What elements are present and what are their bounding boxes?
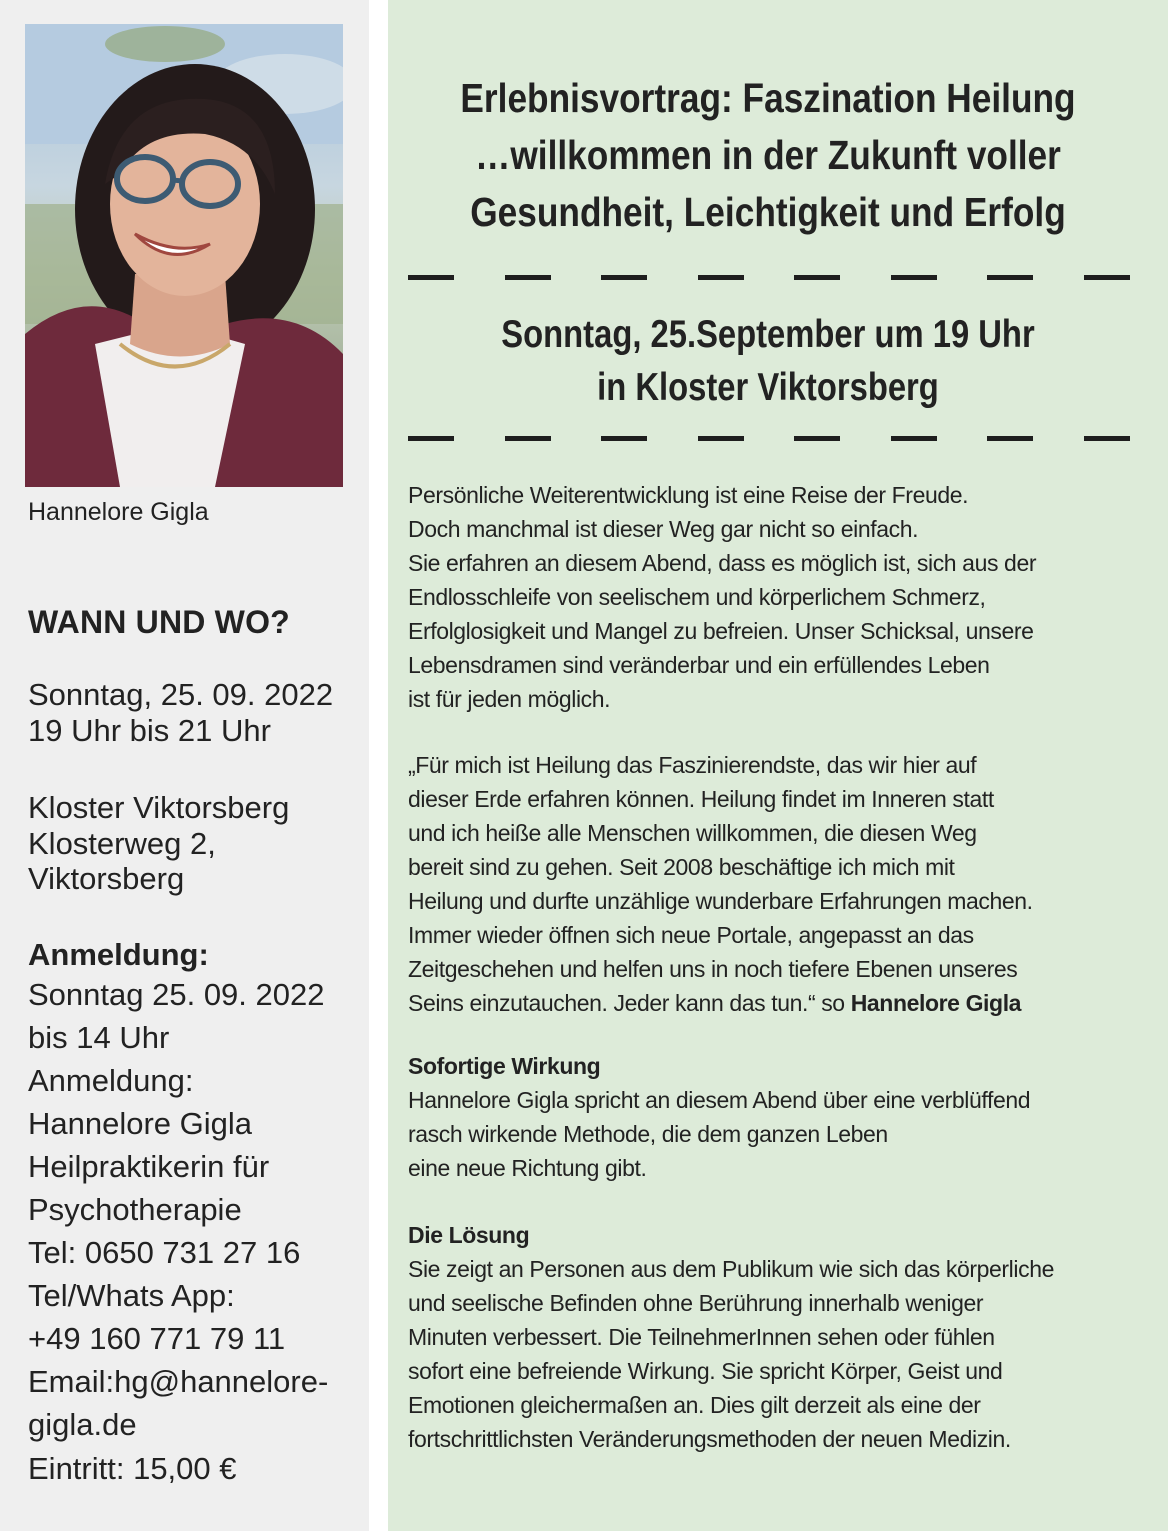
registration-line: Anmeldung:	[28, 1062, 194, 1098]
location-name: Kloster Viktorsberg	[28, 790, 290, 825]
registration-line: bis 14 Uhr	[28, 1019, 170, 1055]
page-title	[441, 70, 1095, 241]
text-line: Endlosschleife von seelischem und körperlichem Schmerz,	[408, 584, 986, 610]
event-announcement	[449, 308, 1087, 414]
dashed-divider	[408, 436, 1130, 441]
text-line: Erfolglosigkeit und Mangel zu befreien. Unser Schicksal, unsere	[408, 618, 1034, 644]
text-line: eine neue Richtung gibt.	[408, 1155, 647, 1181]
text-line: Lebensdramen sind veränderbar und ein erfüllendes Leben	[408, 652, 990, 678]
text-line: dieser Erde erfahren können. Heilung findet im Inneren statt	[408, 786, 994, 812]
intro-paragraph	[408, 478, 1148, 716]
section-immediate-effect	[408, 1049, 1148, 1185]
quote-paragraph	[408, 748, 1148, 1020]
text-line: Persönliche Weiterentwicklung ist eine Reise der Freude.	[408, 482, 969, 508]
photo-caption: Hannelore Gigla	[28, 498, 209, 526]
event-location	[28, 790, 289, 897]
title-line: Gesundheit, Leichtigkeit und Erfolg	[470, 189, 1066, 235]
title-line: …willkommen in der Zukunft voller	[475, 132, 1061, 178]
portrait-illustration	[25, 24, 343, 487]
text-line: rasch wirkende Methode, die dem ganzen Leben	[408, 1121, 888, 1147]
portrait-photo	[25, 24, 343, 487]
text-line: Immer wieder öffnen sich neue Portale, angepasst an das	[408, 922, 974, 948]
text-line: und ich heiße alle Menschen willkommen, die diesen Weg	[408, 820, 977, 846]
title-line: Erlebnisvortrag: Faszination Heilung	[460, 75, 1076, 121]
text-line: Hannelore Gigla spricht an diesem Abend über eine verblüffend	[408, 1087, 1031, 1113]
text-line: fortschrittlichsten Veränderungsmethoden der neuen Medizin.	[408, 1426, 1011, 1452]
event-date-line: Sonntag, 25.September um 19 Uhr	[501, 313, 1035, 356]
registration-line: Psychotherapie	[28, 1192, 242, 1228]
dashed-divider	[408, 275, 1130, 280]
registration-line: Heilpraktikerin für	[28, 1148, 270, 1184]
email-line: gigla.de	[28, 1407, 137, 1443]
text-line	[408, 986, 1148, 1020]
text-line: „Für mich ist Heilung das Faszinierendste, das wir hier auf	[408, 752, 977, 778]
event-place-line: in Kloster Viktorsberg	[597, 366, 939, 409]
registration-line: Sonntag 25. 09. 2022	[28, 976, 325, 1012]
event-hours: 19 Uhr bis 21 Uhr	[28, 712, 271, 748]
phone-number: Tel: 0650 731 27 16	[28, 1235, 301, 1271]
section-solution	[408, 1218, 1148, 1456]
text-line: und seelische Befinden ohne Berührung innerhalb weniger	[408, 1290, 984, 1316]
text-line: Minuten verbessert. Die TeilnehmerInnen sehen oder fühlen	[408, 1324, 995, 1350]
section-heading: Die Lösung	[408, 1222, 530, 1248]
registration-block	[28, 937, 328, 1490]
text-line: Heilung und durfte unzählige wunderbare Erfahrungen machen.	[408, 888, 1033, 914]
registration-line: Hannelore Gigla	[28, 1105, 253, 1141]
text-line: Doch manchmal ist dieser Weg gar nicht so einfach.	[408, 516, 919, 542]
text-line: ist für jeden möglich.	[408, 686, 611, 712]
whatsapp-number: +49 160 771 79 11	[28, 1321, 286, 1357]
text-line: Zeitgeschehen und helfen uns in noch tiefere Ebenen unseres	[408, 956, 1018, 982]
text-line: Sie erfahren an diesem Abend, dass es möglich ist, sich aus der	[408, 550, 1037, 576]
location-town: Viktorsberg	[28, 861, 185, 897]
section-heading: Sofortige Wirkung	[408, 1053, 601, 1079]
when-where-heading: WANN UND WO?	[28, 604, 290, 640]
text-line: Sie zeigt an Personen aus dem Publikum wie sich das körperliche	[408, 1256, 1054, 1282]
event-date: Sonntag, 25. 09. 2022	[28, 677, 334, 712]
location-street: Klosterweg 2,	[28, 825, 216, 861]
admission-fee: Eintritt: 15,00 €	[28, 1450, 237, 1486]
registration-line: Tel/Whats App:	[28, 1278, 235, 1314]
quote-author: Hannelore Gigla	[850, 990, 1022, 1016]
email-line: Email:hg@hannelore-	[28, 1364, 329, 1400]
text-line: Emotionen gleichermaßen an. Dies gilt derzeit als eine der	[408, 1392, 981, 1418]
text-line: bereit sind zu gehen. Seit 2008 beschäftige ich mich mit	[408, 854, 955, 880]
event-time	[28, 677, 333, 748]
registration-title: Anmeldung:	[28, 937, 209, 972]
quote-ending: Seins einzutauchen. Jeder kann das tun.“ so	[408, 990, 851, 1016]
text-line: sofort eine befreiende Wirkung. Sie spricht Körper, Geist und	[408, 1358, 1003, 1384]
